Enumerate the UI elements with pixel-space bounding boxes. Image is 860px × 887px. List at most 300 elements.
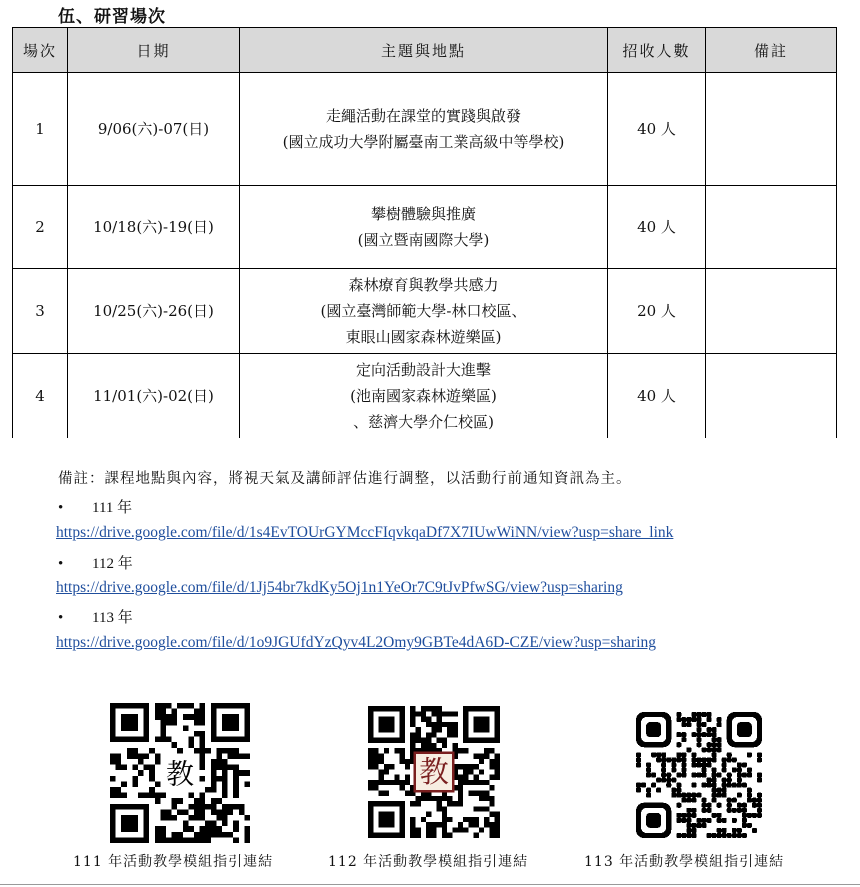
qr-module bbox=[452, 727, 457, 732]
qr-module bbox=[373, 759, 378, 764]
qr-module bbox=[200, 809, 206, 815]
qr-module bbox=[702, 712, 707, 717]
qr-finder-pattern bbox=[463, 706, 500, 743]
qr-module bbox=[421, 817, 426, 822]
qr-module bbox=[373, 785, 378, 790]
qr-module bbox=[463, 780, 468, 785]
qr-module bbox=[702, 767, 707, 772]
qr-module bbox=[742, 833, 747, 838]
qr-module bbox=[183, 826, 189, 832]
qr-module bbox=[712, 752, 717, 757]
qr-module bbox=[747, 798, 752, 803]
qr-module bbox=[166, 837, 172, 843]
session-remark bbox=[706, 186, 837, 269]
qr-module bbox=[691, 757, 696, 762]
qr-module bbox=[155, 832, 161, 838]
qr-module bbox=[727, 803, 732, 808]
qr-module bbox=[656, 752, 661, 757]
qr-module bbox=[712, 742, 717, 747]
qr-module bbox=[676, 813, 681, 818]
qr-module bbox=[479, 790, 484, 795]
qr-module bbox=[691, 783, 696, 788]
qr-module bbox=[712, 813, 717, 818]
qr-module bbox=[737, 772, 742, 777]
qr-module bbox=[172, 804, 178, 810]
qr-module bbox=[384, 764, 389, 769]
qr-module bbox=[737, 803, 742, 808]
qr-module bbox=[712, 747, 717, 752]
qr-module bbox=[421, 717, 426, 722]
qr-module bbox=[732, 767, 737, 772]
qr-module bbox=[686, 793, 691, 798]
qr-module bbox=[479, 806, 484, 811]
qr-module bbox=[474, 790, 479, 795]
qr-module bbox=[431, 732, 436, 737]
qr-module bbox=[155, 753, 161, 759]
qr-module bbox=[666, 757, 671, 762]
qr-module bbox=[400, 759, 405, 764]
table-row bbox=[13, 269, 837, 354]
qr-finder-pattern bbox=[368, 706, 405, 743]
qr-module bbox=[410, 801, 415, 806]
qr-module bbox=[160, 709, 166, 715]
qr-module bbox=[160, 737, 166, 743]
qr-module bbox=[495, 769, 500, 774]
qr-module bbox=[661, 762, 666, 767]
qr-module bbox=[676, 803, 681, 808]
qr-module bbox=[757, 752, 762, 757]
qr-module bbox=[702, 818, 707, 823]
qr-module bbox=[484, 796, 489, 801]
qr-module bbox=[222, 759, 228, 765]
qr-module bbox=[177, 832, 183, 838]
qr-module bbox=[233, 787, 239, 793]
qr-module bbox=[233, 793, 239, 799]
qr-module bbox=[707, 783, 712, 788]
qr-module bbox=[228, 809, 234, 815]
qr-module bbox=[747, 767, 752, 772]
qr-module bbox=[489, 759, 494, 764]
qr-module bbox=[155, 709, 161, 715]
topic-line: (國立暨南國際大學) bbox=[357, 231, 490, 249]
qr-module bbox=[722, 828, 727, 833]
qr-module bbox=[722, 833, 727, 838]
qr-module bbox=[727, 833, 732, 838]
qr-module bbox=[400, 785, 405, 790]
bullet-dot: • bbox=[58, 556, 64, 572]
table-row bbox=[13, 186, 837, 269]
qr-finder-pattern bbox=[636, 803, 671, 838]
qr-module bbox=[722, 778, 727, 783]
qr-module bbox=[233, 770, 239, 776]
qr-module bbox=[676, 783, 681, 788]
qr-module bbox=[116, 753, 122, 759]
qr-module bbox=[233, 781, 239, 787]
qr-module bbox=[194, 714, 200, 720]
qr-module bbox=[368, 759, 373, 764]
qr-code-112[interactable] bbox=[368, 706, 500, 838]
qr-module bbox=[211, 781, 217, 787]
qr-module bbox=[712, 833, 717, 838]
qr-module bbox=[138, 793, 144, 799]
qr-module bbox=[200, 742, 206, 748]
qr-module bbox=[691, 772, 696, 777]
qr-finder-pattern bbox=[727, 712, 762, 747]
qr-module bbox=[757, 772, 762, 777]
qr-module bbox=[222, 804, 228, 810]
topic-line: 攀樹體驗與推廣 bbox=[370, 205, 476, 223]
qr-code-111[interactable] bbox=[110, 703, 250, 843]
qr-module bbox=[686, 717, 691, 722]
qr-module bbox=[458, 827, 463, 832]
qr-module bbox=[712, 732, 717, 737]
qr-module bbox=[239, 770, 245, 776]
qr-module bbox=[421, 706, 426, 711]
qr-module bbox=[458, 801, 463, 806]
qr-module bbox=[160, 793, 166, 799]
qr-module bbox=[194, 837, 200, 843]
qr-module bbox=[468, 790, 473, 795]
qr-module bbox=[144, 793, 150, 799]
qr-module bbox=[489, 822, 494, 827]
qr-module bbox=[747, 772, 752, 777]
qr-module bbox=[200, 793, 206, 799]
session-remark bbox=[706, 73, 837, 186]
session-remark bbox=[706, 269, 837, 354]
qr-module bbox=[405, 790, 410, 795]
link-year-item bbox=[58, 496, 132, 517]
qr-module bbox=[696, 818, 701, 823]
qr-module bbox=[676, 818, 681, 823]
qr-module bbox=[691, 793, 696, 798]
topic-line: (國立臺灣師範大學-林口校區、 bbox=[320, 302, 527, 320]
qr-module bbox=[244, 837, 250, 843]
qr-module bbox=[216, 765, 222, 771]
qr-module bbox=[132, 781, 138, 787]
qr-module bbox=[442, 812, 447, 817]
qr-module bbox=[681, 757, 686, 762]
qr-module bbox=[222, 793, 228, 799]
qr-module bbox=[160, 809, 166, 815]
qr-module bbox=[656, 778, 661, 783]
qr-module bbox=[200, 737, 206, 743]
qr-module bbox=[696, 727, 701, 732]
qr-module bbox=[757, 813, 762, 818]
qr-module bbox=[691, 717, 696, 722]
qr-module bbox=[737, 783, 742, 788]
qr-module bbox=[707, 778, 712, 783]
qr-module bbox=[405, 775, 410, 780]
qr-module bbox=[200, 804, 206, 810]
qr-module bbox=[183, 821, 189, 827]
remark-note: 備註：課程地點與內容，將視天氣及講師評估進行調整，以活動行前通知資訊為主。 bbox=[58, 471, 632, 487]
qr-module bbox=[495, 764, 500, 769]
qr-module bbox=[233, 765, 239, 771]
qr-center-logo: 教 bbox=[165, 757, 195, 791]
qr-module bbox=[194, 832, 200, 838]
qr-module bbox=[183, 714, 189, 720]
qr-module bbox=[661, 772, 666, 777]
qr-module bbox=[661, 752, 666, 757]
qr-module bbox=[160, 837, 166, 843]
qr-module bbox=[121, 781, 127, 787]
header-session: 場次 bbox=[13, 28, 68, 73]
qr-module bbox=[463, 817, 468, 822]
qr-module bbox=[373, 764, 378, 769]
qr-module bbox=[712, 788, 717, 793]
qr-module bbox=[696, 742, 701, 747]
qr-code-image bbox=[368, 706, 500, 838]
qr-module bbox=[452, 732, 457, 737]
qr-module bbox=[172, 832, 178, 838]
qr-module bbox=[717, 737, 722, 742]
link-113[interactable]: https://drive.google.com/file/d/1o9JGUfdYzQyv4L2Omy9GBTe4dA6D-CZE/view?usp=sharing bbox=[56, 634, 657, 651]
qr-module bbox=[149, 765, 155, 771]
qr-module bbox=[172, 742, 178, 748]
topic-line: 森林療育與教學共感力 bbox=[348, 276, 499, 294]
qr-module bbox=[452, 711, 457, 716]
qr-module bbox=[712, 783, 717, 788]
qr-module bbox=[222, 821, 228, 827]
qr-caption-113: 113 年活動教學模組指引連結 bbox=[584, 854, 785, 870]
qr-module bbox=[410, 827, 415, 832]
qr-module bbox=[244, 832, 250, 838]
qr-module bbox=[211, 776, 217, 782]
link-year-item bbox=[58, 606, 133, 627]
qr-module bbox=[155, 703, 161, 709]
qr-module bbox=[696, 793, 701, 798]
qr-module bbox=[722, 757, 727, 762]
qr-module bbox=[676, 742, 681, 747]
qr-module bbox=[686, 722, 691, 727]
qr-module bbox=[691, 798, 696, 803]
qr-module bbox=[717, 722, 722, 727]
qr-module bbox=[200, 837, 206, 843]
qr-module bbox=[727, 778, 732, 783]
qr-module bbox=[155, 759, 161, 765]
qr-module bbox=[216, 832, 222, 838]
qr-module bbox=[671, 757, 676, 762]
qr-module bbox=[194, 815, 200, 821]
qr-module bbox=[211, 804, 217, 810]
qr-module bbox=[233, 821, 239, 827]
qr-module bbox=[188, 742, 194, 748]
qr-module bbox=[205, 826, 211, 832]
link-year-label: 112 年 bbox=[92, 556, 133, 572]
qr-module bbox=[222, 770, 228, 776]
qr-module bbox=[183, 703, 189, 709]
qr-module bbox=[389, 764, 394, 769]
qr-module bbox=[468, 780, 473, 785]
qr-module bbox=[244, 781, 250, 787]
qr-module bbox=[116, 759, 122, 765]
qr-module bbox=[200, 815, 206, 821]
qr-module bbox=[702, 722, 707, 727]
qr-module bbox=[474, 764, 479, 769]
qr-module bbox=[431, 706, 436, 711]
qr-module bbox=[132, 776, 138, 782]
qr-module bbox=[426, 706, 431, 711]
session-count: 40 人 bbox=[608, 73, 706, 186]
qr-module bbox=[732, 818, 737, 823]
qr-module bbox=[636, 783, 641, 788]
qr-module bbox=[426, 743, 431, 748]
qr-module bbox=[474, 817, 479, 822]
qr-module bbox=[447, 711, 452, 716]
qr-module bbox=[489, 827, 494, 832]
qr-module bbox=[384, 780, 389, 785]
qr-module bbox=[426, 722, 431, 727]
qr-module bbox=[239, 804, 245, 810]
qr-module bbox=[742, 818, 747, 823]
qr-module bbox=[458, 775, 463, 780]
qr-module bbox=[200, 759, 206, 765]
qr-module bbox=[149, 776, 155, 782]
qr-module bbox=[696, 717, 701, 722]
qr-module bbox=[676, 833, 681, 838]
qr-module bbox=[442, 743, 447, 748]
qr-module bbox=[717, 747, 722, 752]
qr-module bbox=[742, 783, 747, 788]
qr-module bbox=[702, 803, 707, 808]
qr-module bbox=[742, 813, 747, 818]
qr-module bbox=[717, 742, 722, 747]
qr-module bbox=[222, 815, 228, 821]
qr-module bbox=[166, 737, 172, 743]
qr-module bbox=[216, 815, 222, 821]
qr-module bbox=[155, 837, 161, 843]
qr-module bbox=[160, 703, 166, 709]
qr-module bbox=[205, 837, 211, 843]
qr-module bbox=[468, 817, 473, 822]
qr-module bbox=[228, 832, 234, 838]
session-topic bbox=[240, 73, 608, 186]
qr-module bbox=[458, 764, 463, 769]
qr-module bbox=[132, 748, 138, 754]
qr-module bbox=[410, 833, 415, 838]
qr-module bbox=[737, 808, 742, 813]
qr-module bbox=[244, 770, 250, 776]
qr-module bbox=[651, 752, 656, 757]
qr-module bbox=[155, 826, 161, 832]
qr-module bbox=[681, 767, 686, 772]
qr-module bbox=[426, 812, 431, 817]
qr-module bbox=[233, 826, 239, 832]
qr-module bbox=[474, 754, 479, 759]
qr-module bbox=[188, 703, 194, 709]
qr-module bbox=[368, 780, 373, 785]
qr-module bbox=[426, 827, 431, 832]
qr-module bbox=[188, 826, 194, 832]
qr-module bbox=[384, 790, 389, 795]
qr-module bbox=[244, 815, 250, 821]
qr-module bbox=[691, 833, 696, 838]
table-row bbox=[13, 73, 837, 186]
qr-module bbox=[216, 809, 222, 815]
qr-module bbox=[696, 722, 701, 727]
qr-module bbox=[474, 833, 479, 838]
qr-module bbox=[717, 772, 722, 777]
qr-module bbox=[400, 754, 405, 759]
qr-module bbox=[194, 809, 200, 815]
qr-module bbox=[707, 717, 712, 722]
qr-module bbox=[116, 765, 122, 771]
qr-module bbox=[458, 780, 463, 785]
qr-module bbox=[702, 747, 707, 752]
qr-module bbox=[138, 753, 144, 759]
session-date: 10/25(六)-26(日) bbox=[68, 269, 240, 354]
qr-module bbox=[646, 762, 651, 767]
qr-module bbox=[747, 788, 752, 793]
qr-module bbox=[172, 709, 178, 715]
qr-module bbox=[410, 743, 415, 748]
qr-module bbox=[149, 787, 155, 793]
topic-line: 、慈濟大學介仁校區) bbox=[353, 412, 494, 431]
qr-module bbox=[707, 742, 712, 747]
qr-module bbox=[474, 822, 479, 827]
qr-module bbox=[410, 706, 415, 711]
qr-module bbox=[707, 712, 712, 717]
qr-module bbox=[389, 780, 394, 785]
qr-module bbox=[194, 804, 200, 810]
qr-module bbox=[727, 783, 732, 788]
qr-caption-112: 112 年活動教學模組指引連結 bbox=[328, 854, 529, 870]
qr-module bbox=[110, 793, 116, 799]
qr-code-113[interactable] bbox=[636, 712, 762, 838]
link-112[interactable]: https://drive.google.com/file/d/1Jj54br7kdKy5Oj1n1YeOr7C9tJvPfwSG/view?usp=sharing bbox=[56, 579, 623, 596]
qr-module bbox=[742, 808, 747, 813]
qr-code-image bbox=[110, 703, 250, 843]
link-111[interactable]: https://drive.google.com/file/d/1s4EvTOUrGYMccFIqvkqaDf7X7IUwWiNN/view?usp=share_link bbox=[56, 524, 674, 541]
qr-module bbox=[474, 775, 479, 780]
qr-module bbox=[474, 806, 479, 811]
qr-module bbox=[681, 717, 686, 722]
qr-module bbox=[394, 775, 399, 780]
qr-module bbox=[661, 767, 666, 772]
qr-module bbox=[707, 803, 712, 808]
qr-module bbox=[712, 737, 717, 742]
qr-module bbox=[211, 798, 217, 804]
qr-module bbox=[686, 808, 691, 813]
qr-module bbox=[194, 798, 200, 804]
qr-module bbox=[155, 798, 161, 804]
qr-module bbox=[144, 765, 150, 771]
qr-module bbox=[188, 815, 194, 821]
qr-module bbox=[416, 732, 421, 737]
qr-module bbox=[681, 813, 686, 818]
qr-module bbox=[691, 828, 696, 833]
qr-module bbox=[228, 804, 234, 810]
qr-module bbox=[200, 776, 206, 782]
qr-module bbox=[211, 809, 217, 815]
qr-module bbox=[437, 738, 442, 743]
qr-module bbox=[200, 798, 206, 804]
qr-module bbox=[211, 832, 217, 838]
qr-module bbox=[752, 803, 757, 808]
qr-module bbox=[696, 762, 701, 767]
qr-module bbox=[416, 827, 421, 832]
qr-module bbox=[757, 798, 762, 803]
qr-module bbox=[732, 828, 737, 833]
qr-module bbox=[702, 772, 707, 777]
qr-module bbox=[656, 788, 661, 793]
link-year-label: 111 年 bbox=[92, 500, 133, 516]
qr-module bbox=[442, 711, 447, 716]
qr-module bbox=[379, 754, 384, 759]
header-remark: 備註 bbox=[706, 28, 837, 73]
header-topic-location: 主題與地點 bbox=[240, 28, 608, 73]
qr-module bbox=[722, 818, 727, 823]
